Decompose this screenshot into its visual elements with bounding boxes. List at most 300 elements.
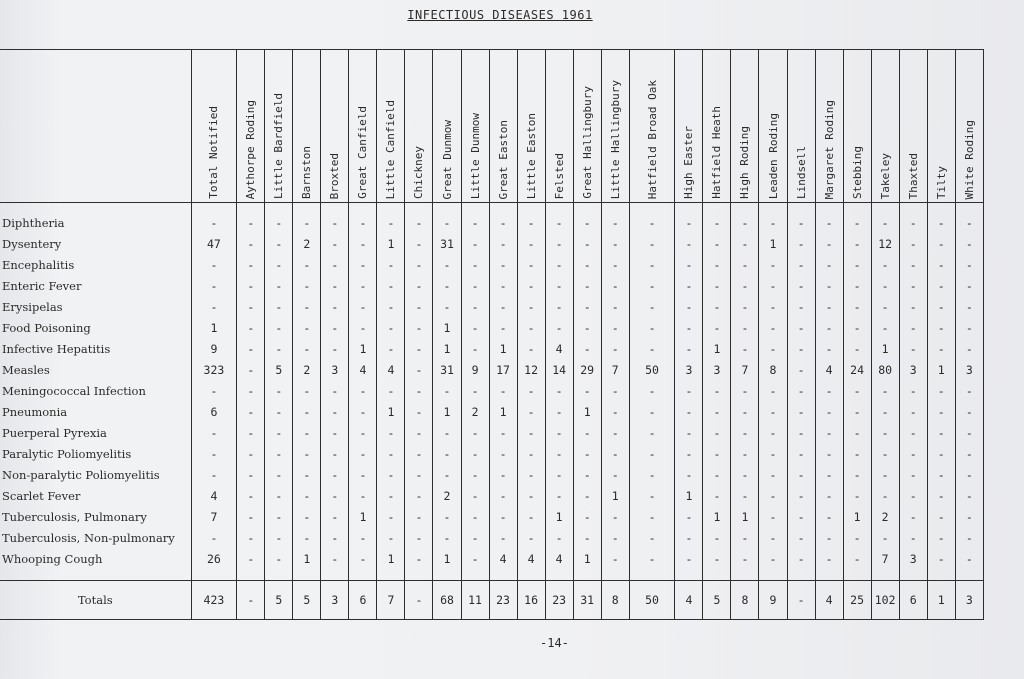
spacer-cell: [293, 570, 321, 581]
table-cell: -: [377, 276, 405, 297]
table-cell: 1: [871, 339, 899, 360]
table-cell: -: [629, 234, 675, 255]
table-cell: -: [787, 486, 815, 507]
table-cell: -: [321, 402, 349, 423]
table-cell: -: [489, 203, 517, 235]
column-header: [787, 50, 815, 203]
table-cell: -: [815, 381, 843, 402]
totals-cell: 3: [321, 581, 349, 620]
table-cell: -: [517, 297, 545, 318]
table-cell: -: [927, 203, 955, 235]
table-cell: -: [237, 360, 265, 381]
table-cell: -: [461, 423, 489, 444]
table-cell: 2: [871, 507, 899, 528]
table-cell: -: [787, 507, 815, 528]
table-row: [0, 465, 984, 486]
table-cell: -: [759, 318, 787, 339]
table-row: [0, 276, 984, 297]
spacer-cell: [629, 570, 675, 581]
table-cell: 1: [433, 402, 461, 423]
table-cell: -: [237, 486, 265, 507]
totals-cell: 11: [461, 581, 489, 620]
table-cell: -: [405, 381, 433, 402]
table-cell: 7: [601, 360, 629, 381]
table-cell: -: [629, 339, 675, 360]
table-cell: 3: [321, 360, 349, 381]
table-cell: -: [517, 318, 545, 339]
table-row: [0, 402, 984, 423]
table-cell: -: [815, 234, 843, 255]
column-header-label: Little Bardfield: [272, 93, 286, 199]
table-cell: -: [815, 276, 843, 297]
table-cell: -: [265, 234, 293, 255]
table-cell: -: [955, 528, 983, 549]
table-cell: -: [237, 402, 265, 423]
table-cell: -: [871, 255, 899, 276]
table-cell: -: [545, 297, 573, 318]
table-cell: -: [927, 507, 955, 528]
table-cell: 2: [433, 486, 461, 507]
table-cell: -: [545, 234, 573, 255]
totals-cell: 7: [377, 581, 405, 620]
table-cell: -: [675, 203, 703, 235]
table-cell: -: [405, 507, 433, 528]
spacer-cell: [601, 570, 629, 581]
table-cell: -: [293, 465, 321, 486]
table-cell: 7: [191, 507, 237, 528]
table-cell: -: [573, 203, 601, 235]
table-cell: -: [489, 486, 517, 507]
column-header: [843, 50, 871, 203]
disease-label: Diphtheria: [2, 216, 65, 230]
table-cell: -: [787, 381, 815, 402]
table-cell: -: [601, 423, 629, 444]
table-cell: -: [759, 402, 787, 423]
table-cell: -: [377, 203, 405, 235]
table-cell: -: [601, 203, 629, 235]
table-cell: -: [703, 276, 731, 297]
table-cell: -: [675, 465, 703, 486]
table-cell: -: [601, 276, 629, 297]
table-cell: -: [237, 444, 265, 465]
table-cell: -: [349, 203, 377, 235]
table-cell: -: [843, 255, 871, 276]
table-cell: -: [265, 549, 293, 570]
spacer-cell: [731, 570, 759, 581]
table-cell: -: [759, 465, 787, 486]
disease-label: Puerperal Pyrexia: [2, 426, 107, 440]
table-cell: -: [433, 528, 461, 549]
table-cell: -: [955, 507, 983, 528]
column-header: [321, 50, 349, 203]
table-cell: -: [675, 255, 703, 276]
table-cell: -: [675, 507, 703, 528]
table-cell: -: [629, 507, 675, 528]
table-cell: -: [629, 203, 675, 235]
table-cell: -: [601, 528, 629, 549]
totals-cell: 5: [265, 581, 293, 620]
column-header-label: Leaden Roding: [766, 112, 780, 199]
column-header-label: Margaret Roding: [822, 99, 836, 199]
table-cell: -: [955, 402, 983, 423]
table-cell: -: [731, 465, 759, 486]
table-cell: -: [955, 276, 983, 297]
table-cell: -: [517, 381, 545, 402]
table-cell: -: [377, 339, 405, 360]
table-cell: -: [545, 528, 573, 549]
table-cell: -: [191, 255, 237, 276]
table-cell: -: [377, 297, 405, 318]
table-cell: -: [731, 486, 759, 507]
table-cell: -: [349, 423, 377, 444]
table-cell: -: [489, 465, 517, 486]
table-cell: -: [321, 423, 349, 444]
table-cell: -: [433, 507, 461, 528]
table-cell: -: [377, 255, 405, 276]
table-cell: -: [815, 255, 843, 276]
table-cell: -: [675, 402, 703, 423]
table-cell: 8: [759, 360, 787, 381]
table-cell: -: [191, 276, 237, 297]
table-cell: 1: [191, 318, 237, 339]
table-cell: -: [759, 339, 787, 360]
header-corner: [0, 50, 191, 203]
column-header-label: Broxted: [328, 152, 342, 199]
table-cell: -: [871, 528, 899, 549]
table-cell: -: [405, 465, 433, 486]
table-cell: -: [405, 423, 433, 444]
table-cell: -: [703, 402, 731, 423]
table-cell: -: [377, 423, 405, 444]
column-header: [731, 50, 759, 203]
table-cell: 1: [489, 402, 517, 423]
table-cell: -: [517, 528, 545, 549]
totals-cell: 8: [731, 581, 759, 620]
table-cell: -: [629, 318, 675, 339]
table-cell: -: [265, 444, 293, 465]
disease-label: Encephalitis: [2, 258, 75, 272]
column-header: [461, 50, 489, 203]
disease-label: Meningococcal Infection: [2, 384, 146, 398]
table-cell: -: [815, 486, 843, 507]
table-cell: 26: [191, 549, 237, 570]
table-cell: -: [843, 381, 871, 402]
column-header-label: Little Hallingbury: [608, 79, 622, 199]
table-cell: -: [405, 339, 433, 360]
table-row: [0, 549, 984, 570]
table-cell: -: [293, 276, 321, 297]
spacer-cell: [265, 570, 293, 581]
table-cell: -: [377, 465, 405, 486]
table-cell: -: [787, 234, 815, 255]
table-cell: -: [377, 318, 405, 339]
table-cell: -: [545, 402, 573, 423]
table-cell: -: [321, 255, 349, 276]
table-cell: -: [321, 318, 349, 339]
table-cell: -: [517, 234, 545, 255]
disease-label: Paralytic Poliomyelitis: [2, 447, 132, 461]
table-cell: -: [191, 423, 237, 444]
table-cell: 50: [629, 360, 675, 381]
totals-cell: 8: [601, 581, 629, 620]
table-cell: -: [899, 234, 927, 255]
column-header: [191, 50, 237, 203]
column-header-label: Stebbing: [850, 146, 864, 199]
column-header: [433, 50, 461, 203]
table-cell: -: [321, 276, 349, 297]
table-cell: -: [675, 444, 703, 465]
column-header: [517, 50, 545, 203]
table-cell: -: [871, 297, 899, 318]
table-cell: -: [759, 528, 787, 549]
table-cell: -: [405, 255, 433, 276]
table-cell: -: [731, 203, 759, 235]
table-cell: -: [405, 318, 433, 339]
table-cell: -: [433, 255, 461, 276]
table-cell: 1: [377, 402, 405, 423]
table-cell: -: [573, 276, 601, 297]
table-cell: 12: [517, 360, 545, 381]
table-cell: -: [871, 444, 899, 465]
table-cell: -: [433, 444, 461, 465]
table-cell: -: [601, 339, 629, 360]
spacer-cell: [545, 570, 573, 581]
disease-label: Food Poisoning: [2, 321, 91, 335]
totals-cell: 423: [191, 581, 237, 620]
table-cell: -: [731, 423, 759, 444]
table-cell: -: [293, 318, 321, 339]
table-cell: -: [517, 276, 545, 297]
table-cell: -: [787, 276, 815, 297]
column-header-label: Little Canfield: [384, 99, 398, 199]
table-cell: 4: [349, 360, 377, 381]
table-cell: 1: [377, 234, 405, 255]
table-cell: -: [433, 465, 461, 486]
table-cell: -: [815, 528, 843, 549]
table-cell: -: [703, 423, 731, 444]
table-cell: -: [899, 297, 927, 318]
spacer-cell: [517, 570, 545, 581]
table-cell: -: [517, 203, 545, 235]
page-title: INFECTIOUS DISEASES 1961: [407, 8, 593, 22]
table-cell: -: [293, 255, 321, 276]
disease-label: Infective Hepatitis: [2, 342, 111, 356]
totals-cell: 102: [871, 581, 899, 620]
table-cell: -: [927, 381, 955, 402]
table-cell: -: [377, 507, 405, 528]
table-cell: -: [787, 297, 815, 318]
table-cell: -: [293, 486, 321, 507]
table-cell: 9: [191, 339, 237, 360]
table-cell: -: [545, 381, 573, 402]
table-cell: -: [517, 507, 545, 528]
spacer-cell: [759, 570, 787, 581]
table-cell: 3: [899, 360, 927, 381]
table-cell: 3: [675, 360, 703, 381]
table-cell: 31: [433, 360, 461, 381]
table-cell: -: [629, 276, 675, 297]
column-header-label: Total Notified: [207, 106, 221, 199]
table-cell: -: [703, 318, 731, 339]
table-cell: -: [843, 465, 871, 486]
table-cell: -: [843, 486, 871, 507]
table-cell: -: [433, 381, 461, 402]
table-cell: -: [759, 297, 787, 318]
table-cell: 4: [377, 360, 405, 381]
table-cell: -: [787, 444, 815, 465]
spacer-cell: [461, 570, 489, 581]
column-header-label: White Roding: [962, 119, 976, 199]
spacer-row: [0, 570, 984, 581]
disease-label: Enteric Fever: [2, 279, 82, 293]
table-cell: -: [405, 234, 433, 255]
table-cell: -: [545, 276, 573, 297]
page-number: -14-: [540, 636, 569, 650]
table-cell: -: [703, 234, 731, 255]
header-row: [0, 50, 984, 203]
table-cell: 7: [731, 360, 759, 381]
table-cell: -: [899, 465, 927, 486]
column-header: [573, 50, 601, 203]
table-cell: -: [349, 549, 377, 570]
table-cell: -: [629, 423, 675, 444]
column-header-label: Great Canfield: [356, 106, 370, 199]
table-cell: 1: [675, 486, 703, 507]
spacer-cell: [237, 570, 265, 581]
table-cell: 47: [191, 234, 237, 255]
table-cell: -: [433, 276, 461, 297]
table-cell: -: [461, 444, 489, 465]
column-header: [237, 50, 265, 203]
table-cell: -: [927, 444, 955, 465]
table-cell: -: [573, 318, 601, 339]
table-cell: -: [871, 486, 899, 507]
table-cell: -: [843, 402, 871, 423]
table-cell: -: [871, 423, 899, 444]
table-cell: -: [759, 549, 787, 570]
table-cell: -: [759, 423, 787, 444]
table-cell: -: [293, 381, 321, 402]
table-cell: -: [573, 339, 601, 360]
table-cell: -: [489, 234, 517, 255]
table-cell: 17: [489, 360, 517, 381]
table-cell: -: [461, 381, 489, 402]
table-cell: -: [405, 528, 433, 549]
table-cell: -: [703, 549, 731, 570]
table-cell: -: [899, 203, 927, 235]
table-cell: -: [759, 486, 787, 507]
table-cell: -: [927, 423, 955, 444]
table-cell: 4: [815, 360, 843, 381]
table-cell: 14: [545, 360, 573, 381]
table-cell: -: [787, 528, 815, 549]
table-cell: -: [899, 507, 927, 528]
table-cell: -: [955, 318, 983, 339]
totals-cell: 23: [489, 581, 517, 620]
spacer-cell: [843, 570, 871, 581]
table-cell: 1: [433, 339, 461, 360]
table-cell: -: [843, 528, 871, 549]
spacer-cell: [815, 570, 843, 581]
table-cell: -: [405, 402, 433, 423]
table-cell: -: [787, 549, 815, 570]
column-header: [927, 50, 955, 203]
table-cell: -: [731, 549, 759, 570]
table-cell: -: [405, 549, 433, 570]
table-cell: -: [787, 423, 815, 444]
table-cell: -: [405, 276, 433, 297]
column-header: [675, 50, 703, 203]
table-cell: -: [955, 234, 983, 255]
table-cell: -: [927, 549, 955, 570]
table-cell: -: [461, 486, 489, 507]
column-header-label: High Roding: [738, 126, 752, 199]
disease-label: Non-paralytic Poliomyelitis: [2, 468, 160, 482]
table-cell: 1: [377, 549, 405, 570]
table-cell: -: [759, 276, 787, 297]
totals-cell: 6: [349, 581, 377, 620]
table-cell: -: [899, 339, 927, 360]
table-cell: -: [675, 234, 703, 255]
table-cell: -: [675, 276, 703, 297]
table-row: [0, 339, 984, 360]
table-cell: -: [349, 276, 377, 297]
table-row: [0, 318, 984, 339]
table-cell: -: [843, 234, 871, 255]
table-cell: -: [601, 297, 629, 318]
table-cell: -: [731, 297, 759, 318]
table-cell: 1: [731, 507, 759, 528]
table-cell: -: [629, 486, 675, 507]
table-cell: -: [237, 203, 265, 235]
table-cell: -: [899, 423, 927, 444]
table-cell: -: [517, 402, 545, 423]
table-cell: -: [461, 276, 489, 297]
column-header: [377, 50, 405, 203]
table-cell: -: [489, 381, 517, 402]
table-cell: -: [265, 297, 293, 318]
table-cell: -: [293, 444, 321, 465]
table-cell: -: [461, 339, 489, 360]
table-cell: -: [237, 381, 265, 402]
table-cell: -: [787, 255, 815, 276]
table-cell: -: [731, 339, 759, 360]
totals-cell: -: [405, 581, 433, 620]
table-cell: -: [405, 360, 433, 381]
table-cell: -: [703, 444, 731, 465]
table-cell: -: [731, 402, 759, 423]
table-cell: -: [675, 318, 703, 339]
table-cell: -: [321, 465, 349, 486]
table-cell: -: [601, 465, 629, 486]
table-cell: 24: [843, 360, 871, 381]
totals-label: Totals: [0, 581, 191, 620]
column-header-label: Lindsell: [794, 146, 808, 199]
totals-cell: 4: [815, 581, 843, 620]
totals-row: [0, 581, 984, 620]
spacer-cell: [377, 570, 405, 581]
column-header: [545, 50, 573, 203]
table-cell: -: [265, 318, 293, 339]
table-cell: -: [265, 465, 293, 486]
table-cell: -: [489, 297, 517, 318]
table-cell: -: [237, 339, 265, 360]
table-cell: -: [191, 465, 237, 486]
table-cell: -: [871, 381, 899, 402]
table-cell: -: [629, 528, 675, 549]
table-cell: 4: [489, 549, 517, 570]
table-cell: -: [787, 360, 815, 381]
